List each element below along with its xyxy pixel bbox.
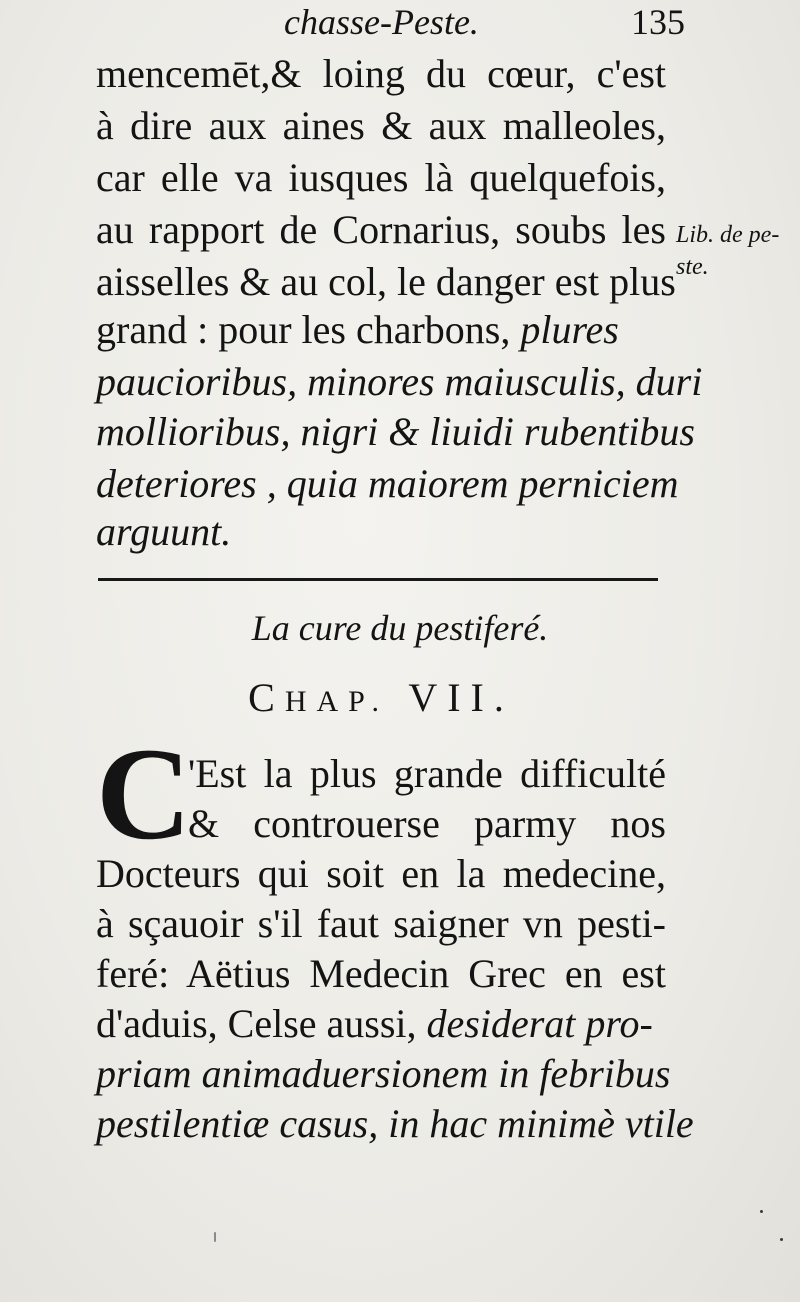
- latin-quote-line: priam animaduersionem in febribus: [96, 1051, 671, 1096]
- latin-quote-start: plures: [520, 307, 619, 352]
- paper-speck: [214, 1232, 216, 1242]
- drop-cap: C: [96, 720, 192, 867]
- margin-note-line-2: ste.: [676, 254, 709, 280]
- text-line: 'Est la plus grande difficulté: [188, 751, 666, 796]
- text-line: mencemēt,& loing du cœur, c'est: [96, 51, 666, 96]
- chapter-word-rest: HAP.: [284, 685, 390, 718]
- text-line: à sçauoir s'il faut saigner vn pesti-: [96, 901, 666, 946]
- latin-quote-end: in hac minimè vtile: [388, 1101, 694, 1146]
- latin-quote-line: pestilentiæ casus,: [96, 1101, 379, 1146]
- latin-quote-line: arguunt.: [96, 509, 232, 554]
- latin-quote-line: paucioribus, minores maiusculis, duri: [96, 359, 703, 404]
- latin-quote-line: mollioribus, nigri & liuidi rubentibus: [96, 409, 695, 454]
- text-span: d'aduis, Celse aussi,: [96, 1001, 417, 1046]
- latin-quote-start: desiderat pro-: [426, 1001, 653, 1046]
- section-title: La cure du pestiferé.: [251, 608, 549, 648]
- text-line: [96, 1098, 694, 1150]
- text-span: grand : pour les charbons,: [96, 307, 511, 352]
- text-line: à dire aux aines & aux malleoles,: [96, 103, 666, 148]
- text-line: aisselles & au col, le danger est plus: [96, 259, 676, 304]
- latin-quote-line: deteriores , quia maiorem perniciem: [96, 461, 679, 506]
- section-rule: [98, 578, 658, 581]
- text-line: [96, 998, 666, 1050]
- chapter-word-initial: C: [248, 675, 285, 720]
- text-line: [96, 304, 666, 356]
- text-line: feré: Aëtius Medecin Grec en est: [96, 951, 666, 996]
- paper-speck: [780, 1238, 783, 1241]
- text-line: Docteurs qui soit en la medecine,: [96, 851, 666, 896]
- paper-speck: [760, 1210, 763, 1213]
- text-line: & controuerse parmy nos: [188, 801, 666, 846]
- text-line: car elle va iusques là quelquefois,: [96, 155, 666, 200]
- running-title: chasse-Peste.: [284, 2, 479, 42]
- margin-note-line-1: Lib. de pe-: [676, 222, 780, 248]
- chapter-numeral: VII.: [408, 675, 514, 720]
- text-line: au rapport de Cornarius, soubs les: [96, 207, 666, 252]
- page-number: 135: [631, 2, 685, 42]
